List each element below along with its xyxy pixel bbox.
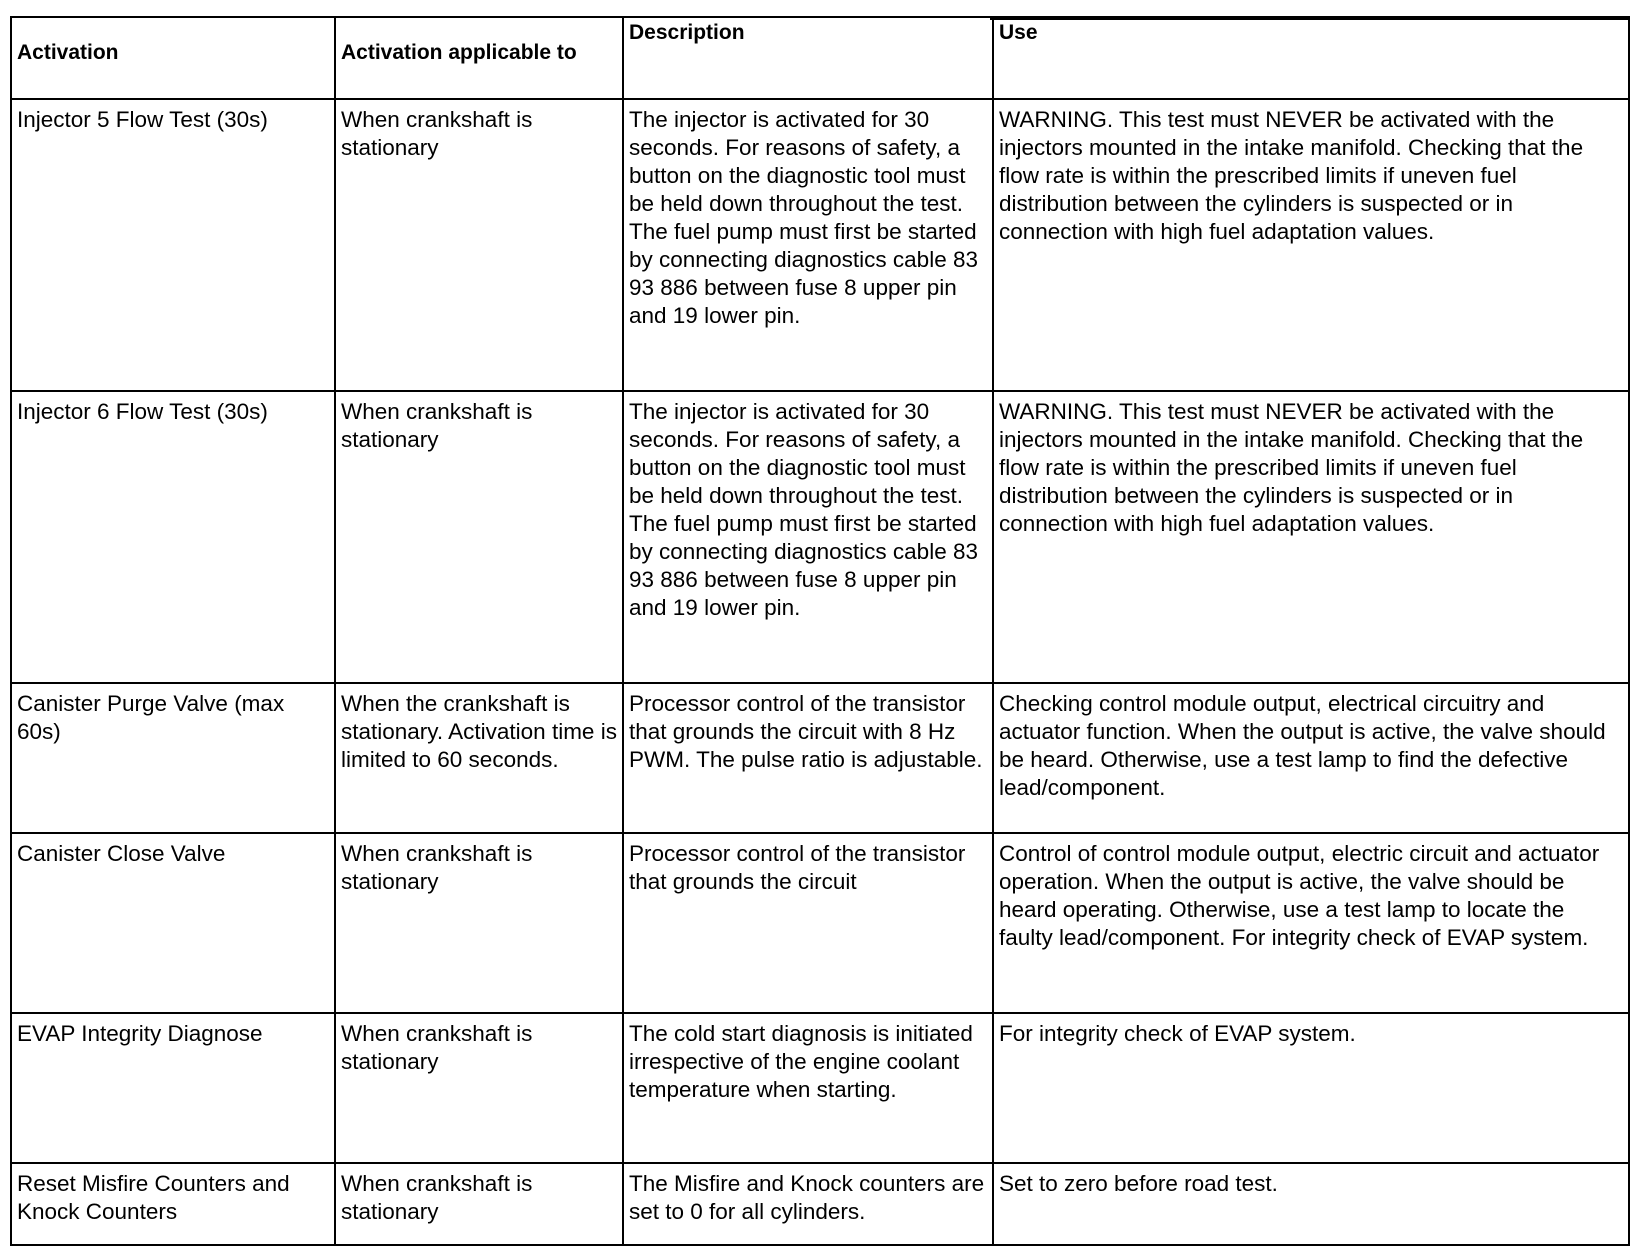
table-row xyxy=(11,683,1629,833)
cell-use: WARNING. This test must NEVER be activated with the injectors mounted in the intake manifold. Checking that the flow rate is within the prescribed limits if uneven fuel distribution between the cylinders is suspected or in connection with high fuel adaptation values. xyxy=(993,99,1629,391)
header-description: Description xyxy=(623,17,993,99)
cell-applicable: When crankshaft is stationary xyxy=(335,833,623,1013)
activation-table xyxy=(10,16,1630,1246)
cell-use: Set to zero before road test. xyxy=(993,1163,1629,1245)
cell-applicable: When crankshaft is stationary xyxy=(335,1013,623,1163)
cell-description: Processor control of the transistor that grounds the circuit with 8 Hz PWM. The pulse ratio is adjustable. xyxy=(623,683,993,833)
cell-activation: Canister Purge Valve (max 60s) xyxy=(11,683,335,833)
cell-use: For integrity check of EVAP system. xyxy=(993,1013,1629,1163)
cell-applicable: When crankshaft is stationary xyxy=(335,1163,623,1245)
cell-applicable: When crankshaft is stationary xyxy=(335,391,623,683)
table-row xyxy=(11,1013,1629,1163)
cell-use: Checking control module output, electrical circuitry and actuator function. When the output is active, the valve should be heard. Otherwise, use a test lamp to find the defective lead/component. xyxy=(993,683,1629,833)
cell-activation: EVAP Integrity Diagnose xyxy=(11,1013,335,1163)
cell-use: WARNING. This test must NEVER be activated with the injectors mounted in the intake manifold. Checking that the flow rate is within the prescribed limits if uneven fuel distribution between the cylinders is suspected or in connection with high fuel adaptation values. xyxy=(993,391,1629,683)
header-row xyxy=(11,17,1629,99)
cell-description: Processor control of the transistor that grounds the circuit xyxy=(623,833,993,1013)
cell-description: The injector is activated for 30 seconds. For reasons of safety, a button on the diagnostic tool must be held down throughout the test. The fuel pump must first be started by connecting diagnostics cable 83 93 886 between fuse 8 upper pin and 19 lower pin. xyxy=(623,391,993,683)
cell-activation: Canister Close Valve xyxy=(11,833,335,1013)
header-use: Use xyxy=(993,17,1629,99)
cell-activation: Injector 5 Flow Test (30s) xyxy=(11,99,335,391)
table-row xyxy=(11,1163,1629,1245)
cell-applicable: When crankshaft is stationary xyxy=(335,99,623,391)
cell-applicable: When the crankshaft is stationary. Activation time is limited to 60 seconds. xyxy=(335,683,623,833)
cell-activation: Injector 6 Flow Test (30s) xyxy=(11,391,335,683)
header-applicable: Activation applicable to xyxy=(335,17,623,99)
cell-description: The injector is activated for 30 seconds. For reasons of safety, a button on the diagnostic tool must be held down throughout the test. The fuel pump must first be started by connecting diagnostics cable 83 93 886 between fuse 8 upper pin and 19 lower pin. xyxy=(623,99,993,391)
cell-description: The Misfire and Knock counters are set to 0 for all cylinders. xyxy=(623,1163,993,1245)
cell-use: Control of control module output, electric circuit and actuator operation. When the output is active, the valve should be heard operating. Otherwise, use a test lamp to locate the faulty lead/component. For integrity check of EVAP system. xyxy=(993,833,1629,1013)
table-row xyxy=(11,833,1629,1013)
cell-activation: Reset Misfire Counters and Knock Counters xyxy=(11,1163,335,1245)
cell-description: The cold start diagnosis is initiated irrespective of the engine coolant temperature when starting. xyxy=(623,1013,993,1163)
table-row xyxy=(11,99,1629,391)
header-activation: Activation xyxy=(11,17,335,99)
table-row xyxy=(11,391,1629,683)
